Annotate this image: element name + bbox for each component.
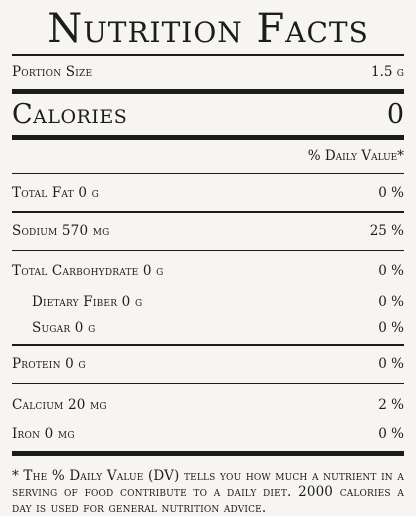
nutrient-row-protein xyxy=(12,346,404,383)
nutrient-daily-value: 0 % xyxy=(378,263,404,279)
nutrient-daily-value: 2 % xyxy=(378,397,404,413)
nutrient-label: Sugar 0 g xyxy=(32,320,96,336)
nutrient-row-sodium xyxy=(12,213,404,250)
nutrient-label: Sodium 570 mg xyxy=(12,223,110,239)
serving-value: 1.5 g xyxy=(371,64,404,80)
nutrient-label: Total Fat 0 g xyxy=(12,184,99,201)
nutrient-daily-value: 0 % xyxy=(378,356,404,372)
nutrient-label: Iron 0 mg xyxy=(12,426,75,442)
serving-label: Portion Size xyxy=(12,64,93,80)
daily-value-header-row xyxy=(12,140,404,173)
calories-value: 0 xyxy=(386,98,404,130)
nutrient-row-total-fat xyxy=(12,174,404,211)
nutrient-row-total-carbohydrate xyxy=(12,251,404,289)
nutrient-daily-value: 0 % xyxy=(378,320,404,336)
nutrient-label: Dietary Fiber 0 g xyxy=(32,293,143,310)
nutrient-label: Total Carbohydrate 0 g xyxy=(12,263,164,279)
serving-row xyxy=(12,56,404,89)
nutrient-label: Protein 0 g xyxy=(12,356,86,372)
nutrient-daily-value: 0 % xyxy=(378,184,404,201)
nutrient-row-sugar xyxy=(12,314,404,344)
nutrient-daily-value: 25 % xyxy=(369,223,404,239)
daily-value-header: % Daily Value* xyxy=(307,148,404,164)
nutrient-label: Calcium 20 mg xyxy=(12,397,107,413)
nutrient-daily-value: 0 % xyxy=(378,293,404,310)
label-title: Nutrition Facts xyxy=(47,6,369,52)
nutrient-row-calcium xyxy=(12,384,404,421)
calories-row xyxy=(12,94,404,135)
footnote: * The % Daily Value (DV) tells you how much a nutrient in a serving of food contribute to a daily diet. 2000 calories a day is used for general nutrition advice. xyxy=(12,468,404,516)
nutrient-row-dietary-fiber xyxy=(12,289,404,314)
nutrient-row-iron xyxy=(12,421,404,451)
calories-label: Calories xyxy=(12,98,128,130)
nutrient-daily-value: 0 % xyxy=(378,426,404,442)
